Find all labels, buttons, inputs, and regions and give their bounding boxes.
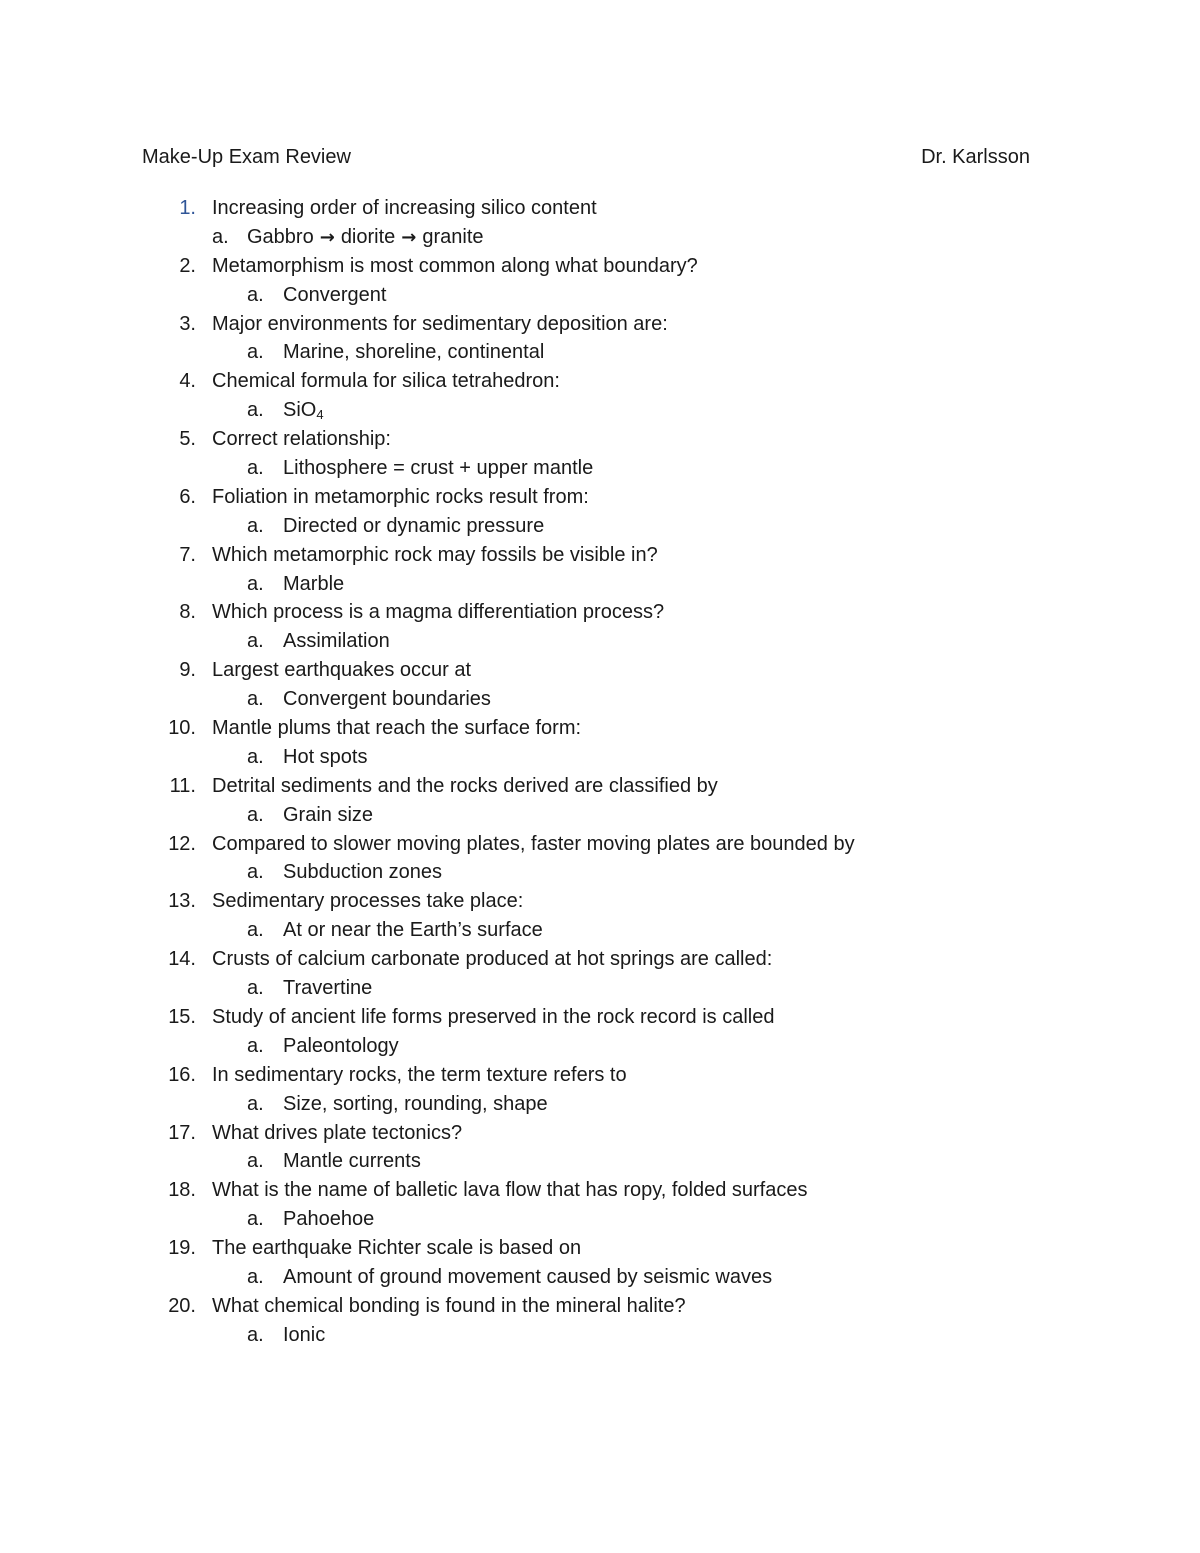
question-number: 20. bbox=[168, 1294, 196, 1317]
answer-label: a. bbox=[247, 977, 264, 1000]
question-line bbox=[0, 772, 1200, 801]
answer-line bbox=[0, 1263, 1200, 1292]
question-item bbox=[0, 1292, 1200, 1350]
question-line bbox=[0, 1003, 1200, 1032]
answer-part: granite bbox=[422, 225, 484, 248]
answer-label: a. bbox=[212, 225, 229, 248]
answer-label: a. bbox=[247, 514, 264, 537]
question-text: Crusts of calcium carbonate produced at hot springs are called: bbox=[212, 948, 773, 971]
question-item bbox=[0, 1003, 1200, 1061]
question-number: 12. bbox=[168, 832, 196, 855]
answer-text: At or near the Earth’s surface bbox=[283, 919, 543, 942]
question-number: 2. bbox=[179, 254, 196, 277]
answer-line bbox=[0, 858, 1200, 887]
answer-label: a. bbox=[247, 283, 264, 306]
answer-text: Size, sorting, rounding, shape bbox=[283, 1092, 548, 1115]
question-number: 8. bbox=[179, 601, 196, 624]
page-header bbox=[142, 142, 1030, 172]
answer-label: a. bbox=[247, 630, 264, 653]
answer-label: a. bbox=[247, 1265, 264, 1288]
answer-line bbox=[0, 1321, 1200, 1350]
arrow-right-icon: → bbox=[401, 226, 417, 248]
question-line bbox=[0, 425, 1200, 454]
answer-label: a. bbox=[247, 745, 264, 768]
question-item bbox=[0, 656, 1200, 714]
answer-label: a. bbox=[247, 1323, 264, 1346]
question-line bbox=[0, 1119, 1200, 1148]
question-line bbox=[0, 714, 1200, 743]
answer-text: Subduction zones bbox=[283, 861, 443, 884]
answer-line bbox=[0, 1090, 1200, 1119]
question-item bbox=[0, 310, 1200, 368]
answer-line bbox=[0, 338, 1200, 367]
answer-text: Travertine bbox=[283, 977, 373, 1000]
question-number: 16. bbox=[168, 1063, 196, 1086]
question-item bbox=[0, 425, 1200, 483]
answer-label: a. bbox=[247, 457, 264, 480]
page-title: Make-Up Exam Review bbox=[142, 146, 351, 168]
question-line bbox=[0, 367, 1200, 396]
question-item bbox=[0, 1061, 1200, 1119]
answer-label: a. bbox=[247, 572, 264, 595]
question-number: 19. bbox=[168, 1237, 196, 1260]
question-line bbox=[0, 1292, 1200, 1321]
answer-line bbox=[0, 454, 1200, 483]
question-item bbox=[0, 714, 1200, 772]
question-text: Study of ancient life forms preserved in the rock record is called bbox=[212, 1005, 775, 1028]
question-item bbox=[0, 194, 1200, 252]
question-item bbox=[0, 367, 1200, 425]
question-line bbox=[0, 887, 1200, 916]
answer-text: Amount of ground movement caused by seismic waves bbox=[283, 1265, 773, 1288]
answer-text: Mantle currents bbox=[283, 1150, 421, 1173]
answer-label: a. bbox=[247, 803, 264, 826]
answer-text: Hot spots bbox=[283, 745, 368, 768]
question-item bbox=[0, 945, 1200, 1003]
answer-label: a. bbox=[247, 399, 264, 422]
question-number: 3. bbox=[179, 312, 196, 335]
question-text: What chemical bonding is found in the mineral halite? bbox=[212, 1294, 686, 1317]
question-text: Which metamorphic rock may fossils be visible in? bbox=[212, 543, 658, 566]
answer-text: Marine, shoreline, continental bbox=[283, 341, 545, 364]
question-line bbox=[0, 598, 1200, 627]
question-text: Foliation in metamorphic rocks result from: bbox=[212, 485, 589, 508]
question-line bbox=[0, 830, 1200, 859]
question-item bbox=[0, 483, 1200, 541]
question-item bbox=[0, 541, 1200, 599]
question-item bbox=[0, 887, 1200, 945]
question-text: Mantle plums that reach the surface form: bbox=[212, 717, 582, 740]
question-line bbox=[0, 310, 1200, 339]
question-text: The earthquake Richter scale is based on bbox=[212, 1237, 582, 1260]
answer-text: Grain size bbox=[283, 803, 374, 826]
answer-text: Ionic bbox=[283, 1323, 326, 1346]
question-text: What drives plate tectonics? bbox=[212, 1121, 463, 1144]
formula-subscript: 4 bbox=[316, 407, 324, 423]
answer-label: a. bbox=[247, 861, 264, 884]
question-item bbox=[0, 830, 1200, 888]
question-item bbox=[0, 1234, 1200, 1292]
question-number: 11. bbox=[169, 774, 196, 797]
question-item bbox=[0, 252, 1200, 310]
question-number: 7. bbox=[179, 543, 196, 566]
answer-text bbox=[283, 396, 324, 425]
question-line bbox=[0, 1176, 1200, 1205]
formula-main: SiO bbox=[283, 399, 317, 422]
answer-line bbox=[0, 974, 1200, 1003]
answer-line bbox=[0, 743, 1200, 772]
answer-line bbox=[0, 396, 1200, 425]
arrow-right-icon: → bbox=[319, 226, 335, 248]
answer-label: a. bbox=[247, 341, 264, 364]
question-line bbox=[0, 945, 1200, 974]
question-text: Detrital sediments and the rocks derived are classified by bbox=[212, 774, 718, 797]
question-text: Which process is a magma differentiation process? bbox=[212, 601, 665, 624]
answer-line bbox=[0, 570, 1200, 599]
question-number: 10. bbox=[168, 717, 196, 740]
question-line bbox=[0, 252, 1200, 281]
question-text: What is the name of balletic lava flow that has ropy, folded surfaces bbox=[212, 1179, 808, 1202]
answer-text: Assimilation bbox=[283, 630, 390, 653]
answer-text: Convergent bbox=[283, 283, 387, 306]
answer-label: a. bbox=[247, 919, 264, 942]
author-name: Dr. Karlsson bbox=[921, 146, 1030, 168]
question-number: 18. bbox=[168, 1179, 196, 1202]
answer-label: a. bbox=[247, 1150, 264, 1173]
answer-text: Convergent boundaries bbox=[283, 688, 491, 711]
question-item bbox=[0, 1119, 1200, 1177]
question-line bbox=[0, 541, 1200, 570]
answer-text: Directed or dynamic pressure bbox=[283, 514, 545, 537]
question-number: 4. bbox=[179, 370, 196, 393]
question-text: Compared to slower moving plates, faster moving plates are bounded by bbox=[212, 832, 855, 855]
answer-part: Gabbro bbox=[247, 225, 314, 248]
question-number: 17. bbox=[168, 1121, 196, 1144]
question-line bbox=[0, 656, 1200, 685]
question-text: Largest earthquakes occur at bbox=[212, 659, 472, 682]
answer-text: Lithosphere = crust + upper mantle bbox=[283, 457, 594, 480]
question-text: Metamorphism is most common along what boundary? bbox=[212, 254, 698, 277]
answer-label: a. bbox=[247, 688, 264, 711]
answer-line bbox=[0, 916, 1200, 945]
answer-line bbox=[0, 1205, 1200, 1234]
answer-part: diorite bbox=[340, 225, 396, 248]
answer-line bbox=[0, 801, 1200, 830]
question-number: 1. bbox=[179, 197, 196, 219]
answer-line bbox=[0, 281, 1200, 310]
question-list bbox=[0, 194, 1200, 1350]
question-text: Correct relationship: bbox=[212, 428, 391, 451]
question-item bbox=[0, 1176, 1200, 1234]
question-number: 6. bbox=[179, 485, 196, 508]
answer-label: a. bbox=[247, 1092, 264, 1115]
answer-label: a. bbox=[247, 1034, 264, 1057]
answer-line bbox=[0, 512, 1200, 541]
question-line bbox=[0, 483, 1200, 512]
answer-line bbox=[0, 223, 1200, 252]
question-number: 14. bbox=[168, 948, 196, 971]
answer-line bbox=[0, 685, 1200, 714]
question-item bbox=[0, 772, 1200, 830]
answer-text: Pahoehoe bbox=[283, 1208, 375, 1231]
question-text: Sedimentary processes take place: bbox=[212, 890, 524, 913]
question-number: 5. bbox=[179, 428, 196, 451]
question-number: 15. bbox=[168, 1005, 196, 1028]
answer-text bbox=[247, 223, 484, 253]
question-text: In sedimentary rocks, the term texture refers to bbox=[212, 1063, 627, 1086]
question-item bbox=[0, 598, 1200, 656]
question-text: Chemical formula for silica tetrahedron: bbox=[212, 370, 560, 393]
question-line bbox=[0, 1234, 1200, 1263]
question-line bbox=[0, 194, 1200, 223]
answer-text: Paleontology bbox=[283, 1034, 399, 1057]
question-text: Increasing order of increasing silico content bbox=[212, 197, 597, 219]
answer-text: Marble bbox=[283, 572, 345, 595]
answer-line bbox=[0, 1147, 1200, 1176]
answer-label: a. bbox=[247, 1208, 264, 1231]
question-line bbox=[0, 1061, 1200, 1090]
answer-line bbox=[0, 627, 1200, 656]
answer-line bbox=[0, 1032, 1200, 1061]
question-text: Major environments for sedimentary deposition are: bbox=[212, 312, 668, 335]
question-number: 9. bbox=[179, 659, 196, 682]
question-number: 13. bbox=[168, 890, 196, 913]
